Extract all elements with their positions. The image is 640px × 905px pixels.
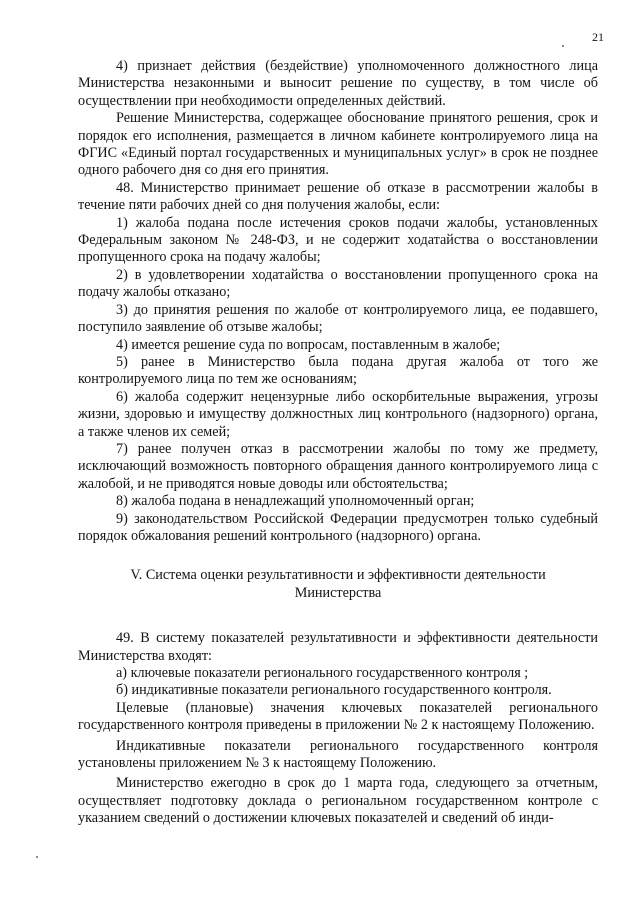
page-number: 21 (592, 30, 604, 44)
list-item: 3) до принятия решения по жалобе от контролируемого лица, ее подавшего, поступило заявление об отзыве жалобы; (78, 301, 598, 336)
list-item: 7) ранее получен отказ в рассмотрении жалобы по тому же предмету, исключающий возможность повторного обращения данного контролируемого лица с жалобой, и не приводятся новые доводы или обстоятельства; (78, 440, 598, 492)
paragraph: Индикативные показатели регионального государственного контроля установлены приложением № 3 к настоящему Положению. (78, 737, 598, 772)
list-item: 5) ранее в Министерство была подана другая жалоба от того же контролируемого лица по тем же основаниям; (78, 353, 598, 388)
scan-speck (36, 856, 38, 858)
list-item: 2) в удовлетворении ходатайства о восстановлении пропущенного срока на подачу жалобы отказано; (78, 266, 598, 301)
list-item: 4) имеется решение суда по вопросам, поставленным в жалобе; (116, 336, 501, 353)
paragraph: Целевые (плановые) значения ключевых показателей регионального государственного контроля приведены в приложении № 2 к настоящему Положению. (78, 699, 598, 734)
list-item: а) ключевые показатели регионального государственного контроля ; (116, 665, 529, 681)
paragraph: 48. Министерство принимает решение об отказе в рассмотрении жалобы в течение пяти рабочих дней со дня получения жалобы, если: (78, 179, 598, 214)
list-item: 9) законодательством Российской Федерации предусмотрен только судебный порядок обжалования решений контрольного (надзорного) органа. (78, 510, 598, 544)
list-item: 1) жалоба подана после истечения сроков подачи жалобы, установленных Федеральным законом № 248-ФЗ, и не содержит ходатайства о восстановлении пропущенного срока на подачу жалобы; (78, 214, 598, 266)
paragraph: 4) признает действия (бездействие) уполномоченного должностного лица Министерства незаконными и выносит решение по существу, в том числе об осуществлении при необходимости определенных действий. (78, 58, 598, 109)
paragraph: Министерство ежегодно в срок до 1 марта года, следующего за отчетным, осуществляет подготовку доклада о региональном государственном контроле с указанием сведений о достижении ключевых показателей и сведений об инди- (78, 775, 598, 827)
list-item: 6) жалоба содержит нецензурные либо оскорбительные выражения, угрозы жизни, здоровью и имуществу должностных лиц контрольного (надзорного) органа, а также членов их семей; (78, 388, 598, 440)
list-item: 8) жалоба подана в ненадлежащий уполномоченный орган; (116, 493, 475, 510)
scan-speck (562, 45, 564, 47)
paragraph: 49. В систему показателей результативности и эффективности деятельности Министерства входят: (78, 630, 598, 664)
paragraph: Решение Министерства, содержащее обоснование принятого решения, срок и порядок его исполнения, размещается в личном кабинете контролируемого лица на ФГИС «Единый портал государственных и муниципальных услуг» в срок не позднее одного рабочего дня со дня его принятия. (78, 110, 598, 179)
section-heading: V. Система оценки результативности и эффективности деятельности Министерства (130, 567, 546, 601)
document-body (78, 58, 598, 828)
list-item: б) индикативные показатели регионального государственного контроля. (116, 682, 552, 699)
